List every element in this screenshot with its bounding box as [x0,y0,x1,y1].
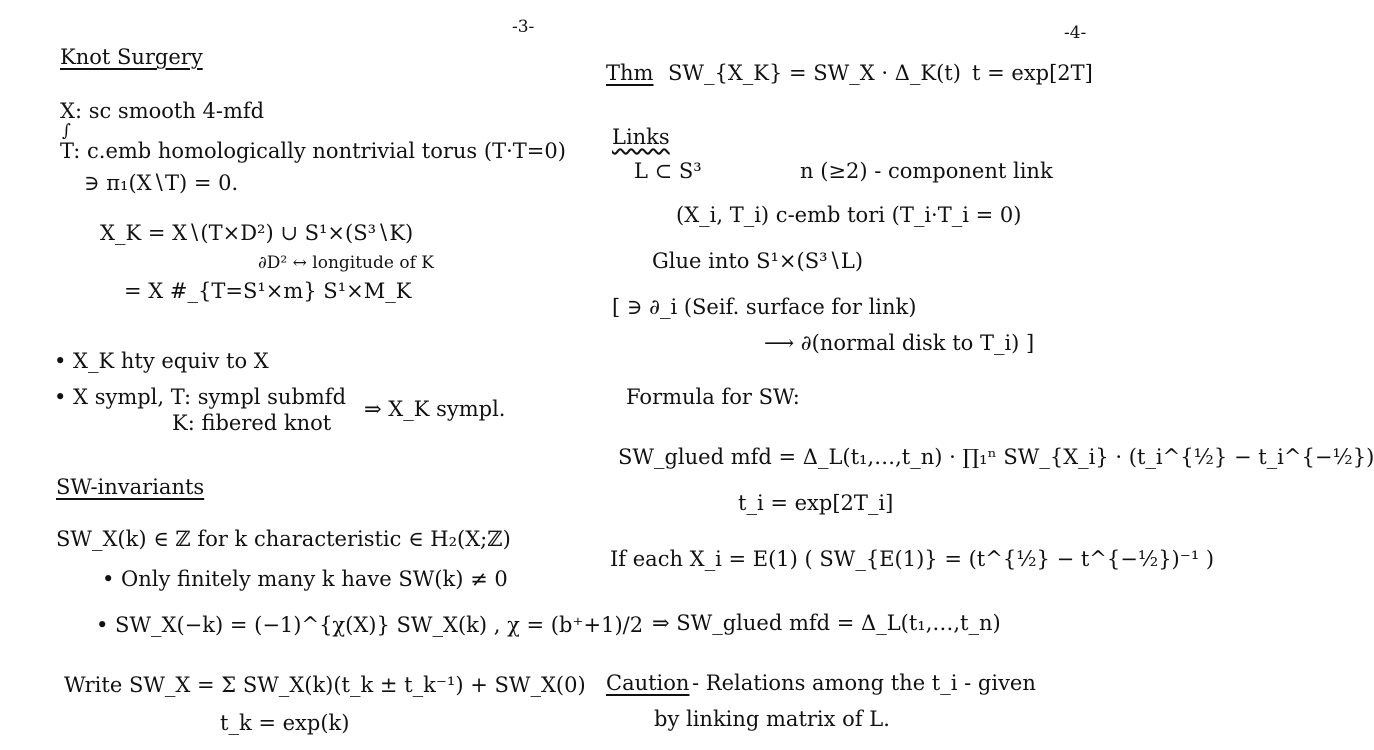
bullet-symplectic-b: K: fibered knot [172,411,332,435]
bullet-symplectic-conclusion: ⇒ X_K sympl. [364,397,506,421]
gluing-bracket-line-1: [ ∋ ∂_i (Seif. surface for link) [612,295,917,319]
pi1-condition: ∋ π₁(X∖T) = 0. [84,171,239,195]
x-definition: X: sc smooth 4-mfd [60,99,265,123]
caution-text-line-1: - Relations among the t_i - given [692,671,1036,695]
formula-heading: Formula for SW: [626,385,800,409]
caution-label: Caution [606,671,690,695]
e1-implication: ⇒ SW_glued mfd = Δ_L(t₁,…,t_n) [652,611,1001,635]
finiteness-bullet: • Only finitely many k have SW(k) ≠ 0 [102,567,508,591]
gluing-bracket-line-2: ⟶ ∂(normal disk to T_i) ] [764,331,1035,355]
section-title-knot-surgery: Knot Surgery [60,45,203,69]
theorem-label: Thm [606,61,654,85]
bullet-homotopy-equivalent: • X_K hty equiv to X [54,349,269,373]
glued-sw-formula: SW_glued mfd = Δ_L(t₁,…,t_n) · ∏₁ⁿ SW_{X_i} · (t_i^{½} − t_i^{−½}) [618,445,1374,469]
ti-definition: t_i = exp[2T_i] [738,491,894,515]
gluing-note: ∂D² ↔ longitude of K [258,253,434,273]
page-number-left: -3- [512,17,535,37]
fiber-sum-expression: = X #_{T=S¹×m} S¹×M_K [124,279,412,303]
e1-condition: If each X_i = E(1) ( SW_{E(1)} = (t^{½} − t^{−½})⁻¹ ) [610,547,1215,571]
t-definition: T: c.emb homologically nontrivial torus (T·T=0) [60,139,566,163]
xk-definition: X_K = X∖(T×D²) ∪ S¹×(S³∖K) [100,221,414,245]
tk-definition: t_k = exp(k) [220,711,350,735]
section-title-sw-invariants: SW-invariants [56,475,205,499]
link-in-s3: L ⊂ S³ [634,159,702,183]
tori-pairs: (X_i, T_i) c-emb tori (T_i·T_i = 0) [676,203,1022,227]
glue-into: Glue into S¹×(S³∖L) [652,249,864,273]
sw-series-formula: Write SW_X = Σ SW_X(k)(t_k ± t_k⁻¹) + SW_X(0) [64,673,586,697]
sw-definition: SW_X(k) ∈ ℤ for k characteristic ∈ H₂(X;ℤ) [56,527,511,551]
symmetry-bullet: • SW_X(−k) = (−1)^{χ(X)} SW_X(k) , χ = (b⁺+1)/2 [96,613,644,637]
inclusion-hook: ∫ [62,121,71,141]
page-number-right: -4- [1064,23,1087,43]
component-link-note: n (≥2) - component link [800,159,1053,183]
theorem-t-definition: t = exp[2T] [972,61,1093,85]
bullet-symplectic-a: • X sympl, T: sympl submfd [54,385,347,409]
theorem-statement: SW_{X_K} = SW_X · Δ_K(t) [668,61,961,85]
caution-text-line-2: by linking matrix of L. [654,707,890,731]
section-title-links: Links [612,125,670,149]
